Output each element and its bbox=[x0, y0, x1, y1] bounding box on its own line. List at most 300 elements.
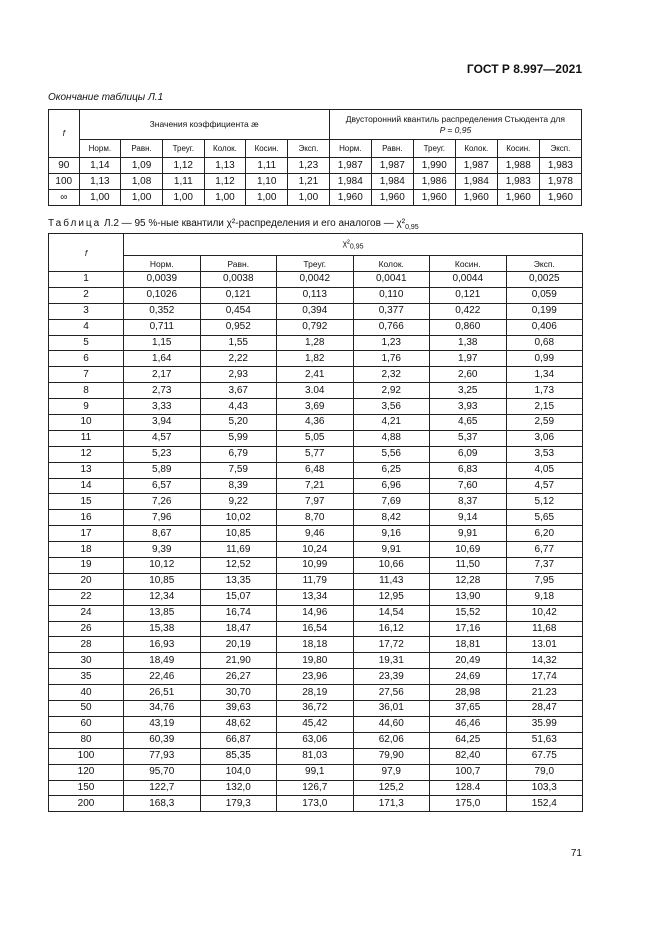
table-row bbox=[49, 732, 583, 748]
table2-cell: 175,0 bbox=[430, 796, 507, 812]
table-row bbox=[49, 510, 583, 526]
table2-cell: 0,0025 bbox=[506, 272, 583, 288]
table2-cell: 0,0042 bbox=[277, 272, 354, 288]
table2-cell-f: 35 bbox=[49, 669, 124, 685]
table2-cell: 0,121 bbox=[430, 287, 507, 303]
table2-cell: 8,67 bbox=[124, 526, 201, 542]
table1-subheader: Треуг. bbox=[162, 140, 204, 158]
table-row bbox=[49, 303, 583, 319]
table-row bbox=[49, 462, 583, 478]
table2-cell: 26,51 bbox=[124, 685, 201, 701]
table2-cell: 23,39 bbox=[353, 669, 430, 685]
table1-cell: 1,11 bbox=[162, 174, 204, 190]
table2-cell: 10,85 bbox=[200, 526, 277, 542]
table1-cell: 1,11 bbox=[246, 158, 288, 174]
table2-cell: 13.01 bbox=[506, 637, 583, 653]
table2-cell: 17,72 bbox=[353, 637, 430, 653]
table2-cell: 100,7 bbox=[430, 764, 507, 780]
table2-cell: 10,02 bbox=[200, 510, 277, 526]
table2-cell: 0,792 bbox=[277, 319, 354, 335]
table2-cell: 8,42 bbox=[353, 510, 430, 526]
table2-cell: 12,95 bbox=[353, 589, 430, 605]
table2-cell: 14,54 bbox=[353, 605, 430, 621]
table2-cell: 6,25 bbox=[353, 462, 430, 478]
table1-cell: 1,00 bbox=[288, 190, 330, 206]
table2-cell: 5,65 bbox=[506, 510, 583, 526]
table2-cell: 0,394 bbox=[277, 303, 354, 319]
table2-cell-f: 11 bbox=[49, 430, 124, 446]
table2-cell-f: 100 bbox=[49, 748, 124, 764]
table2-cell: 6,20 bbox=[506, 526, 583, 542]
table2-cell-f: 24 bbox=[49, 605, 124, 621]
table2-group-chi2 bbox=[124, 234, 583, 256]
table2-cell: 1,55 bbox=[200, 335, 277, 351]
table2-cell: 179,3 bbox=[200, 796, 277, 812]
table1-cell: 1,983 bbox=[539, 158, 581, 174]
table1-cell-f: 90 bbox=[49, 158, 80, 174]
table1-subheader: Колок. bbox=[204, 140, 246, 158]
table2-cell: 28,19 bbox=[277, 685, 354, 701]
table-row bbox=[49, 701, 583, 717]
table2-cell: 0,113 bbox=[277, 287, 354, 303]
table-row bbox=[49, 494, 583, 510]
table2-cell: 0,199 bbox=[506, 303, 583, 319]
table2-cell: 104,0 bbox=[200, 764, 277, 780]
table2-cell: 39,63 bbox=[200, 701, 277, 717]
table2-cell: 3,94 bbox=[124, 415, 201, 431]
table2-cell: 9,22 bbox=[200, 494, 277, 510]
table2-cell: 3.04 bbox=[277, 383, 354, 399]
table2-cell: 1,15 bbox=[124, 335, 201, 351]
table1-cell: 1,13 bbox=[204, 158, 246, 174]
table1-caption: Окончание таблицы Л.1 bbox=[48, 92, 164, 103]
table2-cell-f: 2 bbox=[49, 287, 124, 303]
table2-cell: 1,34 bbox=[506, 367, 583, 383]
table1-cell: 1,09 bbox=[121, 158, 163, 174]
table1-cell: 1,21 bbox=[288, 174, 330, 190]
table2-cell: 6,79 bbox=[200, 446, 277, 462]
table2-cell: 0,352 bbox=[124, 303, 201, 319]
table2-cell-f: 200 bbox=[49, 796, 124, 812]
table-row bbox=[49, 383, 583, 399]
table1-subheader: Норм. bbox=[79, 140, 121, 158]
table2-cell: 7,95 bbox=[506, 573, 583, 589]
table2-cell: 51,63 bbox=[506, 732, 583, 748]
table2-cell: 10,42 bbox=[506, 605, 583, 621]
table2-cell: 2,22 bbox=[200, 351, 277, 367]
table2-cell: 5,77 bbox=[277, 446, 354, 462]
table2-cell: 77,93 bbox=[124, 748, 201, 764]
table2-cell-f: 4 bbox=[49, 319, 124, 335]
table2-cell: 7,37 bbox=[506, 558, 583, 574]
table2-cell: 19,80 bbox=[277, 653, 354, 669]
table2-cell: 5,99 bbox=[200, 430, 277, 446]
table2-subheader: Норм. bbox=[124, 256, 201, 272]
table2-cell: 9,18 bbox=[506, 589, 583, 605]
table2-cell: 1,97 bbox=[430, 351, 507, 367]
table2-cell: 152,4 bbox=[506, 796, 583, 812]
table2-cell: 125,2 bbox=[353, 780, 430, 796]
table2-cell: 0,99 bbox=[506, 351, 583, 367]
table2-cell: 13,35 bbox=[200, 573, 277, 589]
page-number: 71 bbox=[570, 848, 582, 859]
table2-cell: 0,860 bbox=[430, 319, 507, 335]
table-row bbox=[49, 780, 583, 796]
table2-cell: 63,06 bbox=[277, 732, 354, 748]
table-row bbox=[49, 415, 583, 431]
table2-cell: 126,7 bbox=[277, 780, 354, 796]
table2-cell: 0,121 bbox=[200, 287, 277, 303]
table1-group-student-line1: Двусторонний квантиль распределения Стьюдента для bbox=[345, 113, 565, 124]
table2-cell-f: 19 bbox=[49, 558, 124, 574]
table2-cell-f: 6 bbox=[49, 351, 124, 367]
table2-cell: 5,12 bbox=[506, 494, 583, 510]
table2-cell: 6,77 bbox=[506, 542, 583, 558]
table2-cell: 15,07 bbox=[200, 589, 277, 605]
table2-cell: 5,89 bbox=[124, 462, 201, 478]
table2-cell-f: 120 bbox=[49, 764, 124, 780]
table2-cell-f: 7 bbox=[49, 367, 124, 383]
table-row bbox=[49, 272, 583, 288]
table2-cell-f: 20 bbox=[49, 573, 124, 589]
table2-cell-f: 80 bbox=[49, 732, 124, 748]
table2-cell-f: 5 bbox=[49, 335, 124, 351]
table1-cell: 1,987 bbox=[329, 158, 371, 174]
table2-cell: 12,52 bbox=[200, 558, 277, 574]
table2-cell: 11,50 bbox=[430, 558, 507, 574]
table1-cell: 1,960 bbox=[413, 190, 455, 206]
table2-cell: 34,76 bbox=[124, 701, 201, 717]
table2-cell: 5,23 bbox=[124, 446, 201, 462]
table2-cell: 0,406 bbox=[506, 319, 583, 335]
table2-cell-f: 12 bbox=[49, 446, 124, 462]
table1-cell: 1,00 bbox=[246, 190, 288, 206]
table1-subheader: Косин. bbox=[246, 140, 288, 158]
table2-cell: 37,65 bbox=[430, 701, 507, 717]
table2-cell: 4,65 bbox=[430, 415, 507, 431]
table1-cell: 1,984 bbox=[329, 174, 371, 190]
table2-cell: 4,36 bbox=[277, 415, 354, 431]
table2-cell: 2,92 bbox=[353, 383, 430, 399]
table2-cell: 18,49 bbox=[124, 653, 201, 669]
table2-cell: 36,01 bbox=[353, 701, 430, 717]
table2-cell: 15,52 bbox=[430, 605, 507, 621]
table2-cell: 30,70 bbox=[200, 685, 277, 701]
table2-cell: 66,87 bbox=[200, 732, 277, 748]
table2-cell: 4,43 bbox=[200, 399, 277, 415]
table2-cell: 3,93 bbox=[430, 399, 507, 415]
table2-cell: 24,69 bbox=[430, 669, 507, 685]
table2-cell: 4,21 bbox=[353, 415, 430, 431]
table2-cell: 11,69 bbox=[200, 542, 277, 558]
table2-cell: 122,7 bbox=[124, 780, 201, 796]
table2-group-chi2-sub: 0,95 bbox=[349, 243, 364, 251]
table2-cell: 5,05 bbox=[277, 430, 354, 446]
table2-cell: 9,91 bbox=[430, 526, 507, 542]
table2-cell: 2,59 bbox=[506, 415, 583, 431]
table1-subheader: Треуг. bbox=[413, 140, 455, 158]
table2-cell: 4,05 bbox=[506, 462, 583, 478]
table2-cell: 13,85 bbox=[124, 605, 201, 621]
table-row bbox=[49, 351, 583, 367]
table2-cell: 9,39 bbox=[124, 542, 201, 558]
table-row bbox=[49, 716, 583, 732]
table2-cell: 44,60 bbox=[353, 716, 430, 732]
table2-cell: 6,09 bbox=[430, 446, 507, 462]
table-row bbox=[49, 190, 582, 206]
table-row bbox=[49, 558, 583, 574]
table2-cell: 95,70 bbox=[124, 764, 201, 780]
table1-col-f: f bbox=[49, 110, 80, 158]
table-row bbox=[49, 621, 583, 637]
table2-cell: 18,18 bbox=[277, 637, 354, 653]
table2-cell: 10,85 bbox=[124, 573, 201, 589]
table2-cell: 3,25 bbox=[430, 383, 507, 399]
table1-group-coefficient: Значения коэффициента æ bbox=[79, 110, 329, 140]
table1-cell: 1,10 bbox=[246, 174, 288, 190]
table2-cell: 4,57 bbox=[506, 478, 583, 494]
table2-cell: 3,67 bbox=[200, 383, 277, 399]
table2-cell: 81,03 bbox=[277, 748, 354, 764]
table-row bbox=[49, 335, 583, 351]
table2-cell: 2,93 bbox=[200, 367, 277, 383]
table2-cell: 1,38 bbox=[430, 335, 507, 351]
table2-cell: 26,27 bbox=[200, 669, 277, 685]
table2-cell: 12,34 bbox=[124, 589, 201, 605]
table2-cell: 16,54 bbox=[277, 621, 354, 637]
table2-cell: 14,96 bbox=[277, 605, 354, 621]
table-row bbox=[49, 174, 582, 190]
table2-cell: 9,46 bbox=[277, 526, 354, 542]
table2-cell: 0,454 bbox=[200, 303, 277, 319]
table1-subheader: Равн. bbox=[121, 140, 163, 158]
table1 bbox=[48, 109, 582, 206]
table2-cell: 79,90 bbox=[353, 748, 430, 764]
table2-subheader: Колок. bbox=[353, 256, 430, 272]
table2-cell: 35.99 bbox=[506, 716, 583, 732]
table-row bbox=[49, 526, 583, 542]
table2-cell: 17,16 bbox=[430, 621, 507, 637]
table2-cell-f: 10 bbox=[49, 415, 124, 431]
table2-cell: 0,059 bbox=[506, 287, 583, 303]
table-row bbox=[49, 446, 583, 462]
table-row bbox=[49, 796, 583, 812]
table2-cell-f: 3 bbox=[49, 303, 124, 319]
table2-cell: 1,73 bbox=[506, 383, 583, 399]
table-row bbox=[49, 685, 583, 701]
table2-cell: 0,0038 bbox=[200, 272, 277, 288]
table1-cell: 1,984 bbox=[455, 174, 497, 190]
table2-cell-f: 150 bbox=[49, 780, 124, 796]
table2-cell: 6,57 bbox=[124, 478, 201, 494]
table2-cell: 7,60 bbox=[430, 478, 507, 494]
table2-cell: 11,43 bbox=[353, 573, 430, 589]
table2-cell-f: 17 bbox=[49, 526, 124, 542]
table1-cell: 1,960 bbox=[455, 190, 497, 206]
table2-cell: 10,66 bbox=[353, 558, 430, 574]
table1-subheader: Эксп. bbox=[539, 140, 581, 158]
table1-cell: 1,960 bbox=[539, 190, 581, 206]
table2-cell: 0,0041 bbox=[353, 272, 430, 288]
table-row bbox=[49, 605, 583, 621]
table2-cell: 0,766 bbox=[353, 319, 430, 335]
table1-group-student-line2: P = 0,95 bbox=[439, 124, 472, 135]
table2-cell-f: 8 bbox=[49, 383, 124, 399]
table2-caption-sub: 0,95 bbox=[405, 224, 419, 231]
table2-cell: 3,33 bbox=[124, 399, 201, 415]
table2-cell: 1,28 bbox=[277, 335, 354, 351]
table1-cell: 1,14 bbox=[79, 158, 121, 174]
table2-cell: 168,3 bbox=[124, 796, 201, 812]
table1-subheader: Норм. bbox=[329, 140, 371, 158]
table2-cell: 3,69 bbox=[277, 399, 354, 415]
table2-cell: 79,0 bbox=[506, 764, 583, 780]
table2-cell: 2,60 bbox=[430, 367, 507, 383]
table2-cell: 36,72 bbox=[277, 701, 354, 717]
table2-cell: 1,76 bbox=[353, 351, 430, 367]
table1-cell: 1,987 bbox=[455, 158, 497, 174]
table2-cell: 2,41 bbox=[277, 367, 354, 383]
table-row bbox=[49, 748, 583, 764]
table2-cell: 82,40 bbox=[430, 748, 507, 764]
table2-cell: 46,46 bbox=[430, 716, 507, 732]
table2-cell: 2,17 bbox=[124, 367, 201, 383]
table2-cell: 4,88 bbox=[353, 430, 430, 446]
table2-cell: 7,96 bbox=[124, 510, 201, 526]
table2-cell: 171,3 bbox=[353, 796, 430, 812]
table2-cell: 16,12 bbox=[353, 621, 430, 637]
table2-cell: 67.75 bbox=[506, 748, 583, 764]
table-row bbox=[49, 158, 582, 174]
table1-group-student bbox=[329, 110, 581, 140]
table2-cell: 0,68 bbox=[506, 335, 583, 351]
table2-cell: 8,37 bbox=[430, 494, 507, 510]
table1-cell: 1,990 bbox=[413, 158, 455, 174]
table2-cell: 0,952 bbox=[200, 319, 277, 335]
table2-cell: 85,35 bbox=[200, 748, 277, 764]
table2-cell: 16,74 bbox=[200, 605, 277, 621]
table1-subheader: Косин. bbox=[497, 140, 539, 158]
table2-cell: 0,110 bbox=[353, 287, 430, 303]
table2-cell-f: 22 bbox=[49, 589, 124, 605]
table1-subheader: Колок. bbox=[455, 140, 497, 158]
table1-cell: 1,960 bbox=[329, 190, 371, 206]
table2-cell: 8,70 bbox=[277, 510, 354, 526]
table2-cell: 10,12 bbox=[124, 558, 201, 574]
table2-cell-f: 16 bbox=[49, 510, 124, 526]
table2-cell: 8,39 bbox=[200, 478, 277, 494]
table-row bbox=[49, 367, 583, 383]
table2-cell: 7,69 bbox=[353, 494, 430, 510]
table2-cell: 14,32 bbox=[506, 653, 583, 669]
table2-cell: 20,49 bbox=[430, 653, 507, 669]
table2-cell: 10,99 bbox=[277, 558, 354, 574]
table2-cell: 23,96 bbox=[277, 669, 354, 685]
table2-cell: 12,28 bbox=[430, 573, 507, 589]
table1-cell: 1,960 bbox=[497, 190, 539, 206]
table2-cell: 9,14 bbox=[430, 510, 507, 526]
table-row bbox=[49, 287, 583, 303]
table1-cell: 1,08 bbox=[121, 174, 163, 190]
table1-subheader: Эксп. bbox=[288, 140, 330, 158]
table2-cell-f: 15 bbox=[49, 494, 124, 510]
table-row bbox=[49, 764, 583, 780]
table2-cell: 19,31 bbox=[353, 653, 430, 669]
table2-cell: 27,56 bbox=[353, 685, 430, 701]
table2-cell: 3,53 bbox=[506, 446, 583, 462]
table1-cell: 1,978 bbox=[539, 174, 581, 190]
table-row bbox=[49, 478, 583, 494]
table2-col-f: f bbox=[49, 234, 124, 272]
table2-cell: 1,23 bbox=[353, 335, 430, 351]
table2-cell: 97,9 bbox=[353, 764, 430, 780]
table1-cell-f: 100 bbox=[49, 174, 80, 190]
document-id: ГОСТ Р 8.997—2021 bbox=[466, 62, 582, 76]
table2-cell: 48,62 bbox=[200, 716, 277, 732]
table2-cell: 1,64 bbox=[124, 351, 201, 367]
table1-cell: 1,23 bbox=[288, 158, 330, 174]
table1-cell: 1,12 bbox=[162, 158, 204, 174]
table2-cell: 11,79 bbox=[277, 573, 354, 589]
table2-cell: 103,3 bbox=[506, 780, 583, 796]
table2-cell: 1,82 bbox=[277, 351, 354, 367]
table-row bbox=[49, 399, 583, 415]
table2-cell: 13,90 bbox=[430, 589, 507, 605]
table2-caption bbox=[48, 218, 419, 231]
table2-cell: 28,47 bbox=[506, 701, 583, 717]
table-row bbox=[49, 573, 583, 589]
table-row bbox=[49, 653, 583, 669]
table2-cell: 10,24 bbox=[277, 542, 354, 558]
table1-cell: 1,984 bbox=[371, 174, 413, 190]
table2-cell: 17,74 bbox=[506, 669, 583, 685]
table2-cell: 6,96 bbox=[353, 478, 430, 494]
table-row bbox=[49, 669, 583, 685]
table2-cell-f: 13 bbox=[49, 462, 124, 478]
table1-cell: 1,00 bbox=[204, 190, 246, 206]
table2-cell: 60,39 bbox=[124, 732, 201, 748]
table2-cell-f: 26 bbox=[49, 621, 124, 637]
table2-cell: 43,19 bbox=[124, 716, 201, 732]
table2-cell-f: 50 bbox=[49, 701, 124, 717]
table2-cell: 21,90 bbox=[200, 653, 277, 669]
table2-cell: 18,47 bbox=[200, 621, 277, 637]
table2-cell: 18,81 bbox=[430, 637, 507, 653]
table2-cell: 2,73 bbox=[124, 383, 201, 399]
table-row bbox=[49, 319, 583, 335]
table2-cell: 4,57 bbox=[124, 430, 201, 446]
table2-cell: 0,0039 bbox=[124, 272, 201, 288]
table2-cell: 2,32 bbox=[353, 367, 430, 383]
table2-subheader: Треуг. bbox=[277, 256, 354, 272]
table2-cell: 16,93 bbox=[124, 637, 201, 653]
table1-cell: 1,13 bbox=[79, 174, 121, 190]
table2-cell: 0,0044 bbox=[430, 272, 507, 288]
table2-cell: 7,21 bbox=[277, 478, 354, 494]
table2-caption-text: Л.2 — 95 %-ные квантили χ²-распределения и его аналогов — χ² bbox=[104, 218, 406, 229]
table2-cell: 7,26 bbox=[124, 494, 201, 510]
table2-cell-f: 1 bbox=[49, 272, 124, 288]
table2-cell: 3,06 bbox=[506, 430, 583, 446]
table2-cell: 15,38 bbox=[124, 621, 201, 637]
table2-cell: 5,20 bbox=[200, 415, 277, 431]
table2-cell: 2,15 bbox=[506, 399, 583, 415]
table1-cell: 1,00 bbox=[79, 190, 121, 206]
table2-cell: 21.23 bbox=[506, 685, 583, 701]
table1-cell: 1,983 bbox=[497, 174, 539, 190]
table2-cell-f: 60 bbox=[49, 716, 124, 732]
table-row bbox=[49, 542, 583, 558]
